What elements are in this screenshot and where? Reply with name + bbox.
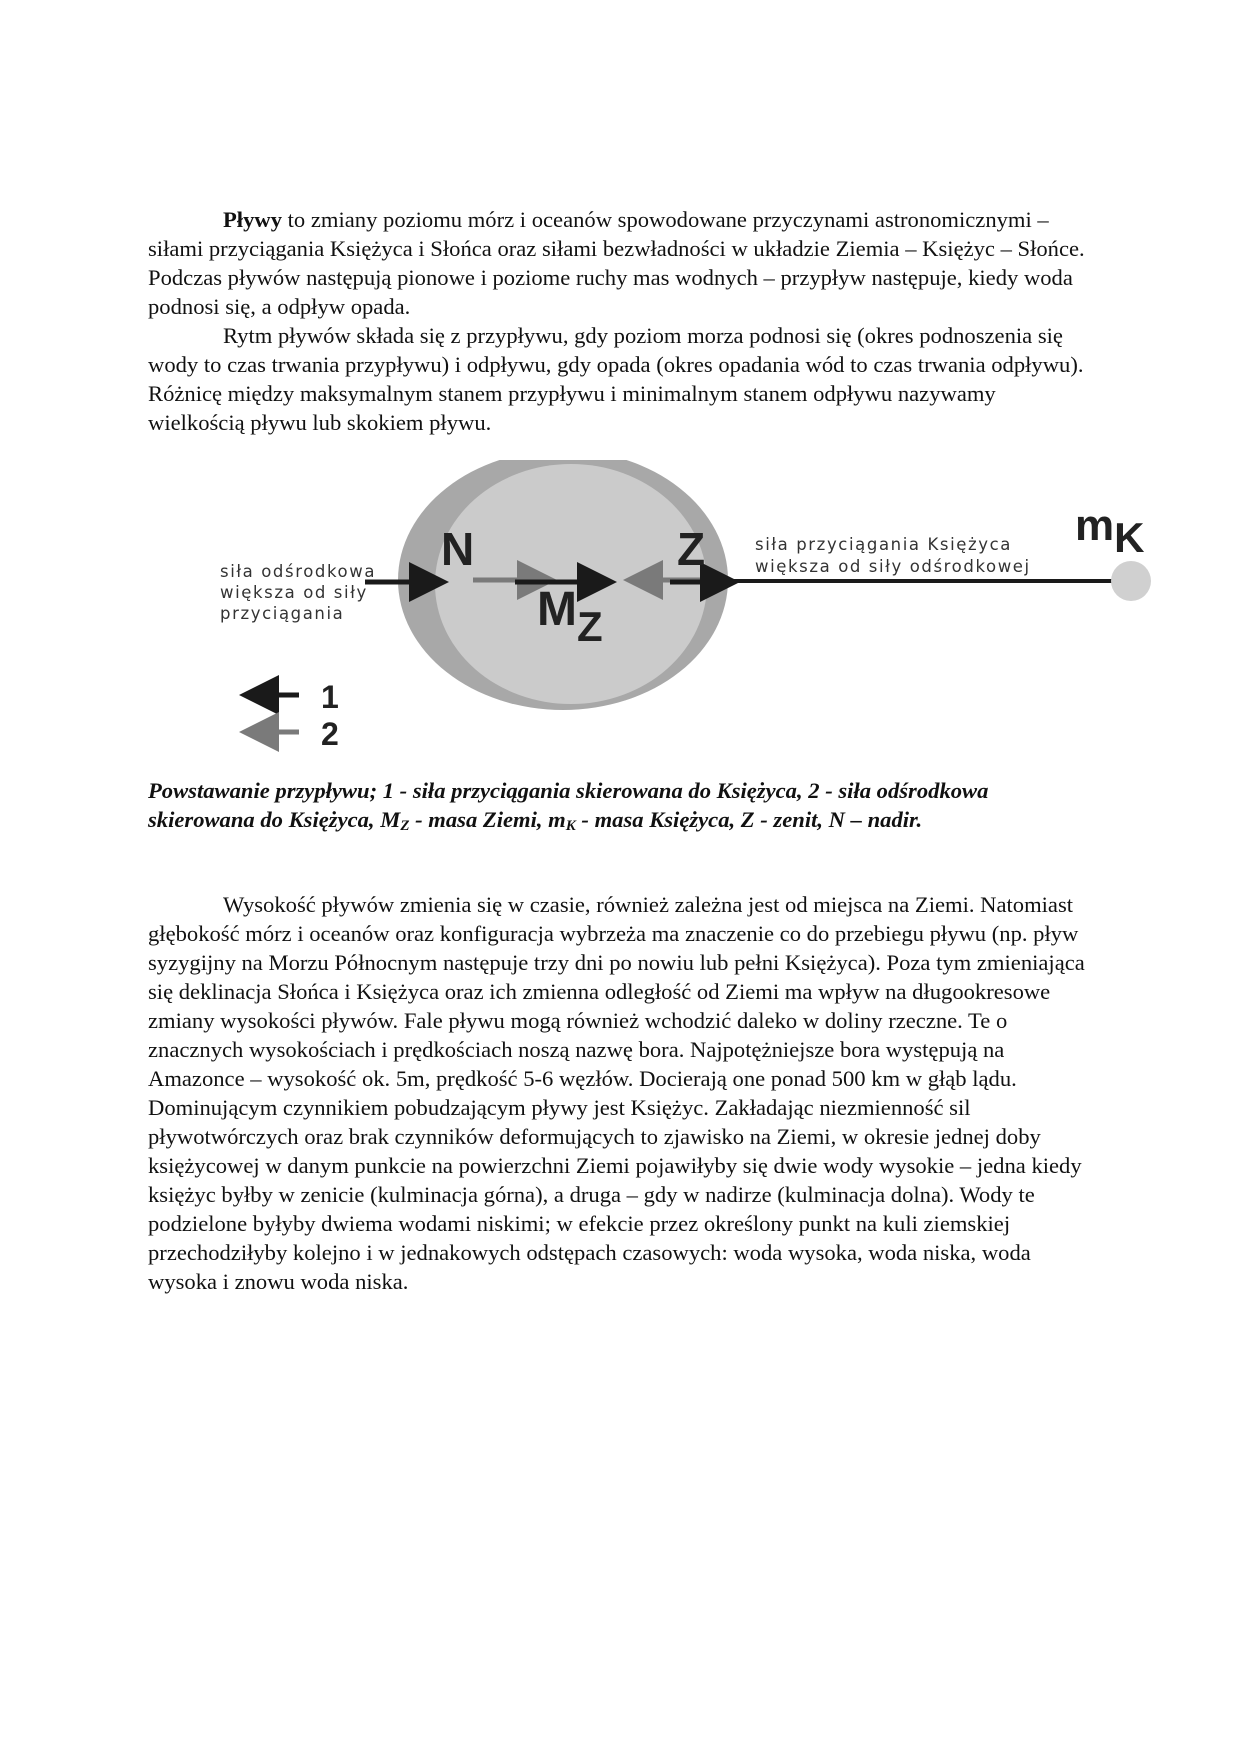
paragraph-moon-dominance: Dominującym czynnikiem pobudzającym pływy jest Księżyc. Zakładając niezmienność sil pływotwórczych oraz brak czynników deformujących to zjawisko na Ziemi, w okresie jednej doby księżycowej w danym punkcie na powierzchni Ziemi pojawiłyby się dwie wody wysokie – jedna kiedy księżyc byłby w zenicie (kulminacja górna), a druga – gdy w nadirze (kulminacja dolna). Wody te podzielone byłyby dwiema wodami niskimi; w efekcie przez określony punkt na kuli ziemskiej przechodziłyby kolejno i w jednakowych odstępach czasowych: woda wysoka, woda niska, woda wysoka i znowu woda niska. <box>148 1095 1082 1294</box>
paragraph-tides-definition: Pływy to zmiany poziomu mórz i oceanów spowodowane przyczynami astronomicznymi – siłami przyciągania Księżyca i Słońca oraz siłami bezwładności w układzie Ziemia – Księżyc – Słońce. Podczas pływów następują pionowe i poziome ruchy mas wodnych – przypływ następuje, kiedy woda podnosi się, a odpływ opada. <box>148 207 1085 319</box>
legend-label-2: 2 <box>321 716 339 752</box>
left-label-line1: siła odśrodkowa <box>220 562 377 581</box>
tide-diagram <box>215 460 1175 760</box>
label-earth-mass: MZ <box>537 583 603 650</box>
right-label-line2: większa od siły odśrodkowej <box>755 557 1031 576</box>
legend-label-1: 1 <box>321 679 339 715</box>
moon-circle <box>1111 561 1151 601</box>
body-text <box>148 890 1094 1296</box>
left-label-line2: większa od siły <box>220 583 368 602</box>
term-plywy: Pływy <box>223 207 282 232</box>
intro-text <box>148 205 1094 437</box>
paragraph-tide-rhythm: Rytm pływów składa się z przypływu, gdy poziom morza podnosi się (okres podnoszenia się wody to czas trwania przypływu) i odpływu, gdy opada (okres opadania wód to czas trwania odpływu). Różnicę między maksymalnym stanem przypływu i minimalnym stanem odpływu nazywamy wielkością pływu lub skokiem pływu. <box>148 323 1084 435</box>
left-label-line3: przyciągania <box>220 604 345 623</box>
label-nadir: N <box>441 523 475 575</box>
label-moon-mass: mK <box>1075 501 1145 561</box>
paragraph-tide-height: Wysokość pływów zmienia się w czasie, również zależna jest od miejsca na Ziemi. Natomiast głębokość mórz i oceanów oraz konfiguracja wybrzeża ma znaczenie co do przebiegu pływu (np. pływ syzygijny na Morzu Północnym następuje trzy dni po nowiu lub pełni Księżyca). Poza tym zmieniająca się deklinacja Słońca i Księżyca oraz ich zmienna odległość od Ziemi ma wpływ na długookresowe zmiany wysokości pływów. Fale pływu mogą również wchodzić daleko w doliny rzeczne. Te o znacznych wysokościach i prędkościach noszą nazwę bora. Najpotężniejsze bora występują na Amazonce – wysokość ok. 5m, prędkość 5-6 węzłów. Docierają one ponad 500 km w głąb lądu. <box>148 892 1085 1091</box>
figure-caption: Powstawanie przypływu; 1 - siła przyciągania skierowana do Księżyca, 2 - siła odśrodkowa skierowana do Księżyca, $M_Z$ - masa Ziemi, $m_K$ - masa Księżyca, Z - zenit, N – nadir. <box>148 778 989 834</box>
label-zenith: Z <box>677 523 706 575</box>
right-label-line1: siła przyciągania Księżyca <box>755 535 1013 554</box>
